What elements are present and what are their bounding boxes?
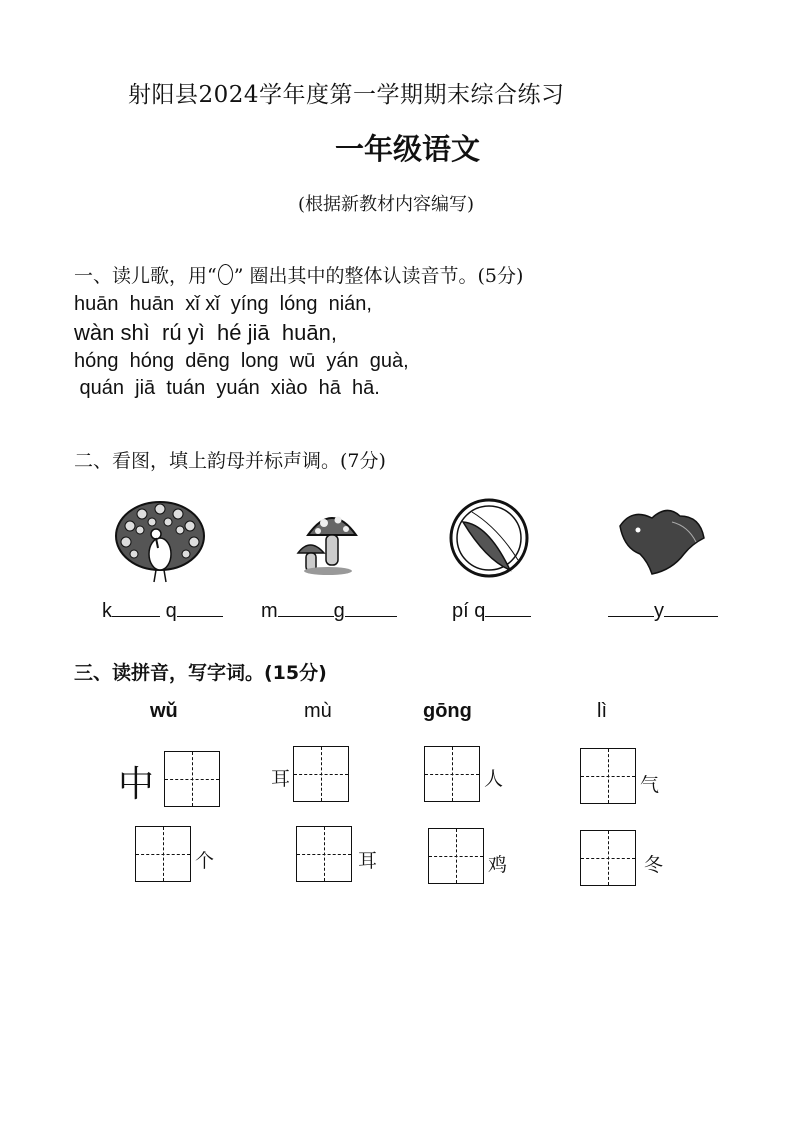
goldfish-icon — [612, 498, 708, 578]
blank-line[interactable] — [345, 598, 397, 617]
writing-grid-box[interactable] — [424, 746, 480, 802]
blank-goldfish[interactable] — [608, 598, 718, 623]
char-er-2: 耳 — [358, 850, 378, 872]
blank-line[interactable] — [664, 598, 718, 617]
writing-grid-box[interactable] — [580, 748, 636, 804]
section1-heading — [74, 261, 523, 288]
char-ji: 鸡 — [488, 854, 508, 876]
page-subtitle: (根据新教材内容编写) — [298, 194, 475, 215]
blank-line[interactable] — [177, 598, 223, 617]
blank-goldfish-part-1: y — [654, 600, 664, 622]
blank-ball[interactable] — [452, 598, 531, 623]
blank-line[interactable] — [278, 598, 334, 617]
writing-grid-box[interactable] — [296, 826, 352, 882]
writing-grid-box[interactable] — [580, 830, 636, 886]
page-title: 一年级语文 — [335, 132, 481, 166]
char-er: 耳 — [271, 768, 291, 790]
poem-line-1: huān huān xǐ xǐ yíng lóng nián, — [74, 293, 372, 315]
section1-heading-suffix: ” 圈出其中的整体认读音节。(5分) — [233, 265, 524, 287]
blank-peacock-part-2: q — [165, 600, 177, 622]
char-dong: 冬 — [644, 854, 664, 876]
char-ge: 个 — [195, 850, 215, 872]
char-qi: 气 — [640, 774, 660, 796]
writing-grid-box[interactable] — [293, 746, 349, 802]
poem-line-2: wàn shì rú yì hé jiā huān, — [74, 320, 337, 345]
blank-mushroom-part-1: m — [261, 600, 278, 622]
blank-peacock-part-1: k — [102, 600, 112, 622]
section1-heading-prefix: 一、读儿歌，用“ — [74, 265, 217, 287]
blank-ball-part-1: pí q — [452, 600, 486, 622]
mushroom-icon — [294, 505, 364, 577]
pinyin-3: gōng — [423, 700, 472, 722]
exam-header: 射阳县2024学年度第一学期期末综合练习 — [128, 82, 565, 108]
peacock-icon — [110, 496, 210, 588]
writing-grid-box[interactable] — [135, 826, 191, 882]
poem-line-3: hóng hóng dēng long wū yán guà, — [74, 350, 409, 372]
pinyin-1: wǔ — [150, 700, 178, 722]
char-ren: 人 — [484, 768, 504, 790]
blank-line[interactable] — [608, 598, 654, 617]
blank-line[interactable] — [485, 598, 531, 617]
ball-icon — [448, 494, 530, 582]
pinyin-2: mù — [304, 700, 332, 722]
blank-peacock[interactable] — [102, 598, 223, 623]
writing-grid-box[interactable] — [164, 751, 220, 807]
circle-icon — [218, 264, 233, 285]
blank-line[interactable] — [112, 598, 160, 617]
poem-line-4: quán jiā tuán yuán xiào hā hā. — [74, 377, 380, 399]
section2-heading: 二、看图，填上韵母并标声调。(7分) — [74, 450, 386, 472]
char-zhong: 中 — [118, 764, 155, 805]
blank-mushroom[interactable] — [261, 598, 397, 623]
blank-mushroom-part-2: g — [333, 600, 345, 622]
pinyin-4: lì — [597, 700, 607, 722]
section3-heading: 三、读拼音，写字词。(15分) — [74, 662, 327, 684]
writing-grid-box[interactable] — [428, 828, 484, 884]
